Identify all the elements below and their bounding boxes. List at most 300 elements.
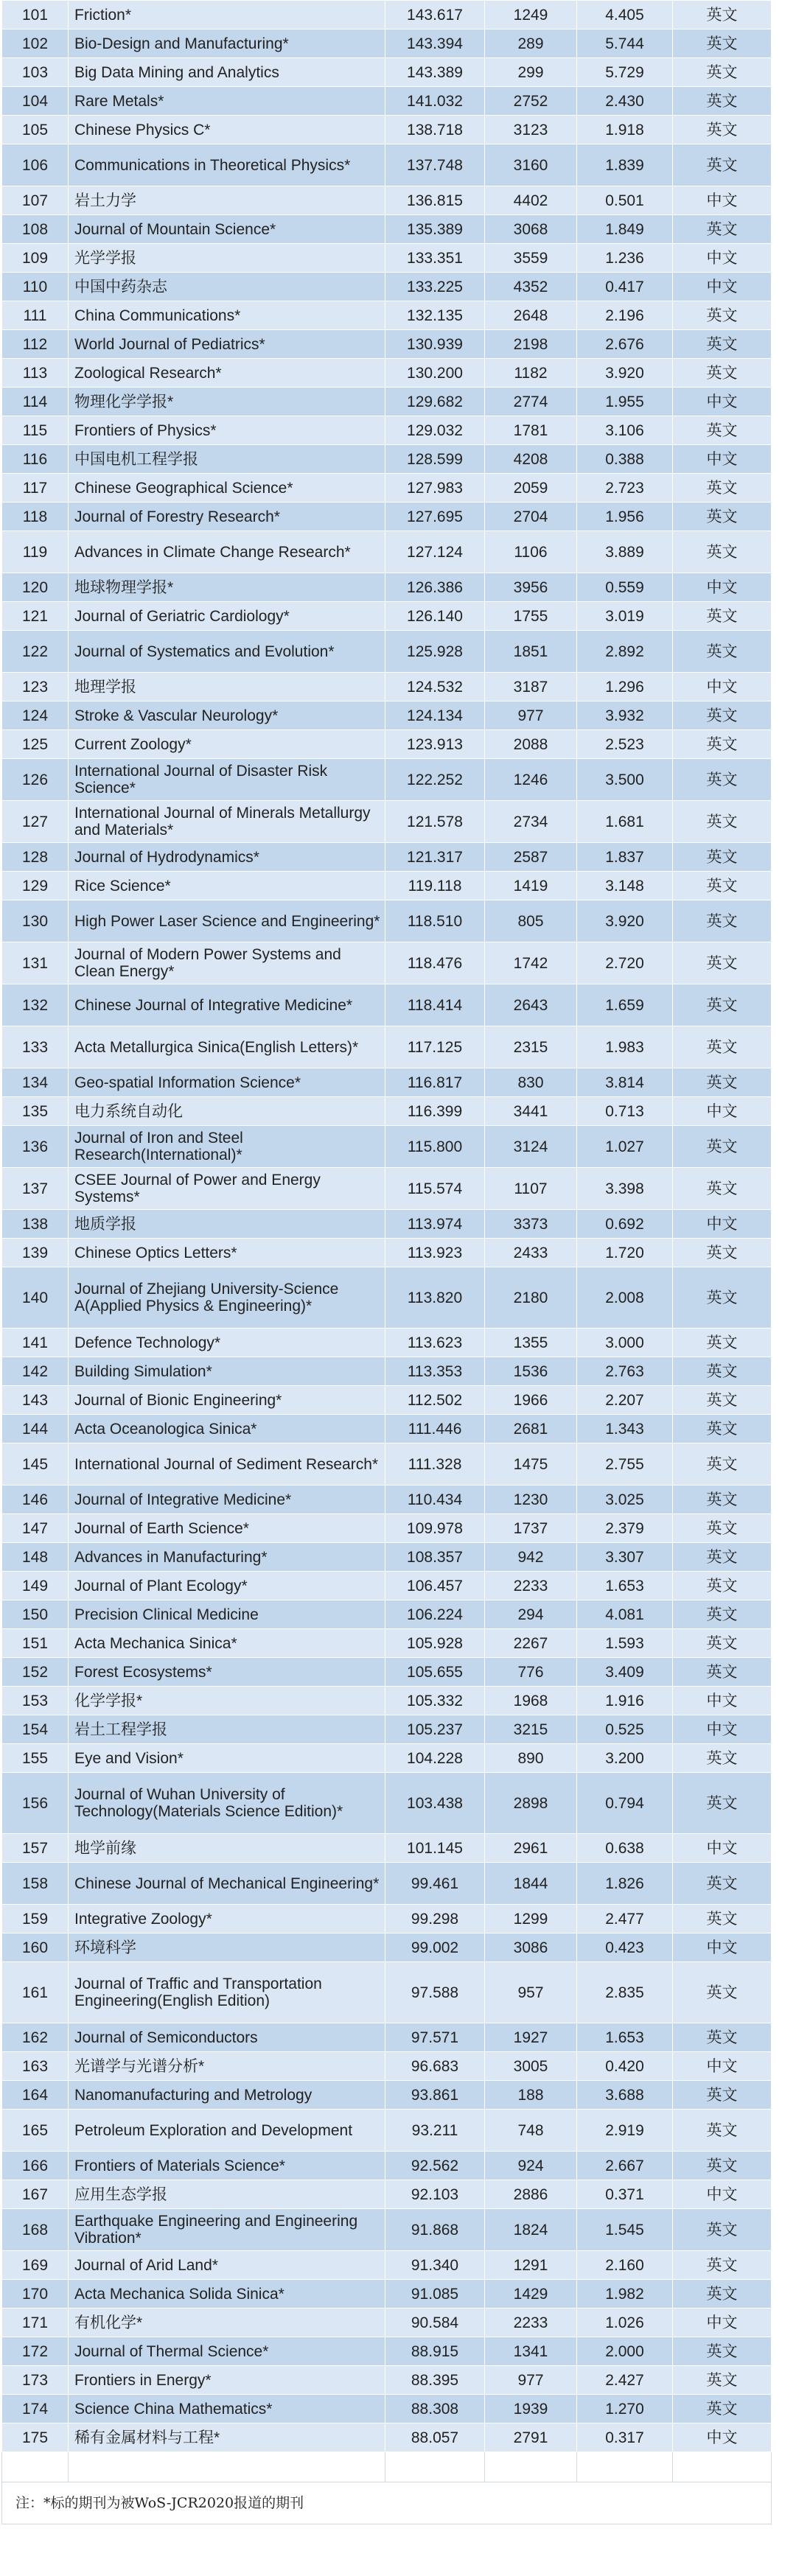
table-row: [2, 1329, 772, 1357]
journal-name-cell: Forest Ecosystems*: [69, 1658, 385, 1687]
journal-ranking-table: [1, 0, 772, 2524]
journal-name-cell: International Journal of Minerals Metallurgy and Materials*: [69, 801, 385, 843]
language-cell: 英文: [673, 1126, 772, 1168]
rank-cell: 139: [2, 1239, 69, 1267]
value-cell: 2.892: [577, 631, 673, 673]
value-cell: 2.835: [577, 1962, 673, 2023]
score-cell: 130.200: [385, 359, 485, 388]
rank-cell: 150: [2, 1600, 69, 1629]
rank-cell: 153: [2, 1687, 69, 1715]
language-cell: 英文: [673, 1744, 772, 1773]
language-cell: 英文: [673, 2251, 772, 2280]
rank-cell: 137: [2, 1168, 69, 1210]
count-cell: 748: [485, 2110, 577, 2152]
value-cell: 1.983: [577, 1026, 673, 1068]
value-cell: 1.653: [577, 1572, 673, 1600]
score-cell: 125.928: [385, 631, 485, 673]
value-cell: 0.317: [577, 2423, 673, 2452]
table-row: [2, 2023, 772, 2052]
language-cell: 英文: [673, 2209, 772, 2251]
rank-cell: 111: [2, 301, 69, 330]
rank-cell: 165: [2, 2110, 69, 2152]
score-cell: 92.562: [385, 2152, 485, 2180]
journal-name-cell: Journal of Arid Land*: [69, 2251, 385, 2280]
score-cell: 135.389: [385, 215, 485, 244]
score-cell: 113.974: [385, 1210, 485, 1239]
count-cell: 1966: [485, 1386, 577, 1415]
journal-name-cell: 光谱学与光谱分析*: [69, 2052, 385, 2081]
journal-name-cell: Advances in Manufacturing*: [69, 1543, 385, 1572]
journal-name-cell: Current Zoology*: [69, 730, 385, 759]
journal-name-cell: Geo-spatial Information Science*: [69, 1068, 385, 1097]
language-cell: 中文: [673, 186, 772, 215]
value-cell: 0.371: [577, 2180, 673, 2209]
count-cell: 1475: [485, 1443, 577, 1485]
count-cell: 2648: [485, 301, 577, 330]
count-cell: 2886: [485, 2180, 577, 2209]
count-cell: 1341: [485, 2337, 577, 2366]
rank-cell: 124: [2, 701, 69, 730]
rank-cell: 109: [2, 244, 69, 273]
language-cell: 英文: [673, 984, 772, 1026]
score-cell: 116.817: [385, 1068, 485, 1097]
rank-cell: 132: [2, 984, 69, 1026]
rank-cell: 140: [2, 1267, 69, 1329]
table-row: [2, 602, 772, 631]
value-cell: 1.720: [577, 1239, 673, 1267]
value-cell: 0.713: [577, 1097, 673, 1126]
value-cell: 1.826: [577, 1863, 673, 1905]
value-cell: 3.307: [577, 1543, 673, 1572]
journal-name-cell: China Communications*: [69, 301, 385, 330]
table-row: [2, 531, 772, 573]
count-cell: 2233: [485, 1572, 577, 1600]
language-cell: 英文: [673, 843, 772, 872]
count-cell: 1419: [485, 872, 577, 900]
table-row: [2, 1834, 772, 1863]
table-row: [2, 388, 772, 416]
score-cell: 128.599: [385, 445, 485, 474]
table-row: [2, 1267, 772, 1329]
journal-name-cell: Advances in Climate Change Research*: [69, 531, 385, 573]
count-cell: 1106: [485, 531, 577, 573]
score-cell: 126.386: [385, 573, 485, 602]
journal-name-cell: Frontiers of Materials Science*: [69, 2152, 385, 2180]
rank-cell: 164: [2, 2081, 69, 2110]
language-cell: 中文: [673, 2052, 772, 2081]
language-cell: 英文: [673, 416, 772, 445]
rank-cell: 173: [2, 2366, 69, 2395]
value-cell: 2.667: [577, 2152, 673, 2180]
score-cell: 113.623: [385, 1329, 485, 1357]
value-cell: 2.000: [577, 2337, 673, 2366]
language-cell: 中文: [673, 388, 772, 416]
value-cell: 2.427: [577, 2366, 673, 2395]
table-row: [2, 801, 772, 843]
rank-cell: 107: [2, 186, 69, 215]
rank-cell: 161: [2, 1962, 69, 2023]
value-cell: 0.559: [577, 573, 673, 602]
score-cell: 99.461: [385, 1863, 485, 1905]
language-cell: 英文: [673, 2280, 772, 2309]
note-row: [2, 2482, 772, 2524]
rank-cell: 149: [2, 1572, 69, 1600]
score-cell: 105.237: [385, 1715, 485, 1744]
journal-name-cell: Journal of Hydrodynamics*: [69, 843, 385, 872]
count-cell: 4402: [485, 186, 577, 215]
table-row: [2, 1, 772, 29]
score-cell: 143.394: [385, 29, 485, 58]
language-cell: 英文: [673, 759, 772, 801]
journal-name-cell: Zoological Research*: [69, 359, 385, 388]
rank-cell: 131: [2, 942, 69, 984]
journal-name-cell: 物理化学学报*: [69, 388, 385, 416]
journal-name-cell: Rice Science*: [69, 872, 385, 900]
score-cell: 118.510: [385, 900, 485, 942]
count-cell: 2233: [485, 2309, 577, 2337]
journal-name-cell: Frontiers of Physics*: [69, 416, 385, 445]
rank-cell: 113: [2, 359, 69, 388]
journal-name-cell: Journal of Plant Ecology*: [69, 1572, 385, 1600]
score-cell: 137.748: [385, 144, 485, 186]
rank-cell: 175: [2, 2423, 69, 2452]
table-row: [2, 1443, 772, 1485]
score-cell: 116.399: [385, 1097, 485, 1126]
table-row: [2, 1514, 772, 1543]
score-cell: 115.574: [385, 1168, 485, 1210]
rank-cell: 128: [2, 843, 69, 872]
table-row: [2, 2280, 772, 2309]
language-cell: 英文: [673, 801, 772, 843]
value-cell: 2.008: [577, 1267, 673, 1329]
value-cell: 3.200: [577, 1744, 673, 1773]
count-cell: 289: [485, 29, 577, 58]
value-cell: 0.794: [577, 1773, 673, 1834]
value-cell: 2.523: [577, 730, 673, 759]
journal-name-cell: Nanomanufacturing and Metrology: [69, 2081, 385, 2110]
value-cell: 1.837: [577, 843, 673, 872]
value-cell: 3.932: [577, 701, 673, 730]
count-cell: 2681: [485, 1415, 577, 1443]
language-cell: 英文: [673, 1386, 772, 1415]
rank-cell: 145: [2, 1443, 69, 1485]
value-cell: 3.000: [577, 1329, 673, 1357]
rank-cell: 103: [2, 58, 69, 87]
value-cell: 0.420: [577, 2052, 673, 2081]
language-cell: 英文: [673, 144, 772, 186]
language-cell: 英文: [673, 1168, 772, 1210]
table-row: [2, 1126, 772, 1168]
table-row: [2, 1357, 772, 1386]
table-row: [2, 2209, 772, 2251]
rank-cell: 106: [2, 144, 69, 186]
score-cell: 123.913: [385, 730, 485, 759]
journal-name-cell: 化学学报*: [69, 1687, 385, 1715]
value-cell: 0.638: [577, 1834, 673, 1863]
value-cell: 1.659: [577, 984, 673, 1026]
count-cell: 1246: [485, 759, 577, 801]
count-cell: 188: [485, 2081, 577, 2110]
count-cell: 1742: [485, 942, 577, 984]
value-cell: 2.477: [577, 1905, 673, 1933]
table-row: [2, 2395, 772, 2423]
journal-name-cell: 稀有金属材料与工程*: [69, 2423, 385, 2452]
journal-name-cell: Rare Metals*: [69, 87, 385, 116]
table-row: [2, 474, 772, 503]
language-cell: 英文: [673, 1572, 772, 1600]
journal-name-cell: International Journal of Sediment Research*: [69, 1443, 385, 1485]
rank-cell: 122: [2, 631, 69, 673]
journal-name-cell: Building Simulation*: [69, 1357, 385, 1386]
language-cell: 英文: [673, 1863, 772, 1905]
language-cell: 中文: [673, 244, 772, 273]
language-cell: 英文: [673, 1329, 772, 1357]
language-cell: 英文: [673, 1905, 772, 1933]
language-cell: 中文: [673, 1210, 772, 1239]
score-cell: 132.135: [385, 301, 485, 330]
count-cell: 4208: [485, 445, 577, 474]
score-cell: 105.928: [385, 1629, 485, 1658]
count-cell: 2704: [485, 503, 577, 531]
value-cell: 2.196: [577, 301, 673, 330]
table-row: [2, 1744, 772, 1773]
journal-name-cell: 光学学报: [69, 244, 385, 273]
table-row: [2, 730, 772, 759]
score-cell: 91.868: [385, 2209, 485, 2251]
journal-name-cell: Chinese Journal of Integrative Medicine*: [69, 984, 385, 1026]
journal-name-cell: Journal of Modern Power Systems and Clean Energy*: [69, 942, 385, 984]
journal-name-cell: 岩土工程学报: [69, 1715, 385, 1744]
rank-cell: 158: [2, 1863, 69, 1905]
journal-name-cell: Journal of Semiconductors: [69, 2023, 385, 2052]
table-row: [2, 673, 772, 701]
journal-name-cell: Journal of Wuhan University of Technology(Materials Science Edition)*: [69, 1773, 385, 1834]
language-cell: 中文: [673, 2423, 772, 2452]
value-cell: 3.500: [577, 759, 673, 801]
table-row: [2, 1933, 772, 1962]
count-cell: 3187: [485, 673, 577, 701]
value-cell: 1.236: [577, 244, 673, 273]
rank-cell: 168: [2, 2209, 69, 2251]
count-cell: 2180: [485, 1267, 577, 1329]
score-cell: 88.915: [385, 2337, 485, 2366]
language-cell: 英文: [673, 1485, 772, 1514]
score-cell: 88.395: [385, 2366, 485, 2395]
table-row: [2, 1773, 772, 1834]
journal-name-cell: Frontiers in Energy*: [69, 2366, 385, 2395]
journal-name-cell: Acta Mechanica Sinica*: [69, 1629, 385, 1658]
rank-cell: 141: [2, 1329, 69, 1357]
language-cell: 英文: [673, 474, 772, 503]
rank-cell: 115: [2, 416, 69, 445]
language-cell: 英文: [673, 116, 772, 144]
score-cell: 109.978: [385, 1514, 485, 1543]
language-cell: 中文: [673, 1834, 772, 1863]
score-cell: 133.225: [385, 273, 485, 301]
count-cell: 299: [485, 58, 577, 87]
table-row: [2, 1600, 772, 1629]
score-cell: 129.032: [385, 416, 485, 445]
language-cell: 英文: [673, 1658, 772, 1687]
score-cell: 124.532: [385, 673, 485, 701]
table-row: [2, 2180, 772, 2209]
language-cell: 中文: [673, 1097, 772, 1126]
journal-name-cell: Bio-Design and Manufacturing*: [69, 29, 385, 58]
journal-name-cell: Acta Metallurgica Sinica(English Letters)*: [69, 1026, 385, 1068]
value-cell: 1.296: [577, 673, 673, 701]
journal-name-cell: Journal of Integrative Medicine*: [69, 1485, 385, 1514]
score-cell: 138.718: [385, 116, 485, 144]
count-cell: 1429: [485, 2280, 577, 2309]
language-cell: 中文: [673, 2180, 772, 2209]
count-cell: 1182: [485, 359, 577, 388]
score-cell: 127.983: [385, 474, 485, 503]
rank-cell: 119: [2, 531, 69, 573]
count-cell: 1927: [485, 2023, 577, 2052]
value-cell: 2.379: [577, 1514, 673, 1543]
language-cell: 英文: [673, 330, 772, 359]
table-row: [2, 2366, 772, 2395]
count-cell: 1781: [485, 416, 577, 445]
journal-name-cell: Journal of Mountain Science*: [69, 215, 385, 244]
journal-name-cell: Chinese Optics Letters*: [69, 1239, 385, 1267]
language-cell: 英文: [673, 1443, 772, 1485]
count-cell: 3373: [485, 1210, 577, 1239]
value-cell: 3.106: [577, 416, 673, 445]
journal-name-cell: Friction*: [69, 1, 385, 29]
table-row: [2, 1386, 772, 1415]
rank-cell: 135: [2, 1097, 69, 1126]
journal-name-cell: 环境科学: [69, 1933, 385, 1962]
rank-cell: 147: [2, 1514, 69, 1543]
table-row: [2, 503, 772, 531]
rank-cell: 152: [2, 1658, 69, 1687]
language-cell: 英文: [673, 1239, 772, 1267]
score-cell: 97.588: [385, 1962, 485, 2023]
table-row: [2, 445, 772, 474]
journal-name-cell: Earthquake Engineering and Engineering Vibration*: [69, 2209, 385, 2251]
score-cell: 112.502: [385, 1386, 485, 1415]
table-row: [2, 759, 772, 801]
value-cell: 2.919: [577, 2110, 673, 2152]
journal-name-cell: Journal of Traffic and Transportation Engineering(English Edition): [69, 1962, 385, 2023]
count-cell: 2752: [485, 87, 577, 116]
count-cell: 924: [485, 2152, 577, 2180]
score-cell: 97.571: [385, 2023, 485, 2052]
journal-name-cell: 有机化学*: [69, 2309, 385, 2337]
journal-name-cell: Journal of Thermal Science*: [69, 2337, 385, 2366]
journal-name-cell: Chinese Journal of Mechanical Engineering*: [69, 1863, 385, 1905]
language-cell: 中文: [673, 573, 772, 602]
value-cell: 3.688: [577, 2081, 673, 2110]
score-cell: 115.800: [385, 1126, 485, 1168]
table-row: [2, 244, 772, 273]
language-cell: 英文: [673, 2337, 772, 2366]
language-cell: 英文: [673, 1514, 772, 1543]
value-cell: 3.019: [577, 602, 673, 631]
count-cell: 805: [485, 900, 577, 942]
table-row: [2, 2052, 772, 2081]
table-row: [2, 87, 772, 116]
count-cell: 3559: [485, 244, 577, 273]
value-cell: 2.430: [577, 87, 673, 116]
table-row: [2, 1962, 772, 2023]
count-cell: 1844: [485, 1863, 577, 1905]
value-cell: 2.763: [577, 1357, 673, 1386]
rank-cell: 174: [2, 2395, 69, 2423]
count-cell: 957: [485, 1962, 577, 2023]
journal-name-cell: Communications in Theoretical Physics*: [69, 144, 385, 186]
table-row: [2, 1658, 772, 1687]
count-cell: 1291: [485, 2251, 577, 2280]
table-row: [2, 1905, 772, 1933]
score-cell: 141.032: [385, 87, 485, 116]
count-cell: 1355: [485, 1329, 577, 1357]
count-cell: 1536: [485, 1357, 577, 1386]
journal-name-cell: Eye and Vision*: [69, 1744, 385, 1773]
language-cell: 英文: [673, 1026, 772, 1068]
count-cell: 2059: [485, 474, 577, 503]
score-cell: 121.578: [385, 801, 485, 843]
count-cell: 1939: [485, 2395, 577, 2423]
language-cell: 中文: [673, 1715, 772, 1744]
value-cell: 0.423: [577, 1933, 673, 1962]
value-cell: 0.692: [577, 1210, 673, 1239]
count-cell: 776: [485, 1658, 577, 1687]
score-cell: 113.353: [385, 1357, 485, 1386]
score-cell: 106.224: [385, 1600, 485, 1629]
value-cell: 1.681: [577, 801, 673, 843]
table-row: [2, 1687, 772, 1715]
rank-cell: 125: [2, 730, 69, 759]
count-cell: 1851: [485, 631, 577, 673]
language-cell: 英文: [673, 1629, 772, 1658]
rank-cell: 144: [2, 1415, 69, 1443]
count-cell: 3160: [485, 144, 577, 186]
count-cell: 3068: [485, 215, 577, 244]
language-cell: 英文: [673, 1543, 772, 1572]
score-cell: 96.683: [385, 2052, 485, 2081]
rank-cell: 159: [2, 1905, 69, 1933]
count-cell: 2734: [485, 801, 577, 843]
journal-name-cell: Science China Mathematics*: [69, 2395, 385, 2423]
journal-name-cell: Chinese Geographical Science*: [69, 474, 385, 503]
table-row: [2, 144, 772, 186]
score-cell: 90.584: [385, 2309, 485, 2337]
table-row: [2, 2309, 772, 2337]
journal-name-cell: 地球物理学报*: [69, 573, 385, 602]
value-cell: 2.160: [577, 2251, 673, 2280]
count-cell: 2198: [485, 330, 577, 359]
rank-cell: 129: [2, 872, 69, 900]
journal-name-cell: 中国电机工程学报: [69, 445, 385, 474]
journal-name-cell: 地学前缘: [69, 1834, 385, 1863]
value-cell: 1.982: [577, 2280, 673, 2309]
journal-name-cell: 地质学报: [69, 1210, 385, 1239]
count-cell: 2791: [485, 2423, 577, 2452]
rank-cell: 130: [2, 900, 69, 942]
score-cell: 118.476: [385, 942, 485, 984]
count-cell: 3124: [485, 1126, 577, 1168]
value-cell: 1.918: [577, 116, 673, 144]
blank-row: [2, 2452, 772, 2482]
language-cell: 英文: [673, 29, 772, 58]
table-row: [2, 1415, 772, 1443]
journal-name-cell: Journal of Forestry Research*: [69, 503, 385, 531]
rank-cell: 120: [2, 573, 69, 602]
value-cell: 3.409: [577, 1658, 673, 1687]
rank-cell: 148: [2, 1543, 69, 1572]
